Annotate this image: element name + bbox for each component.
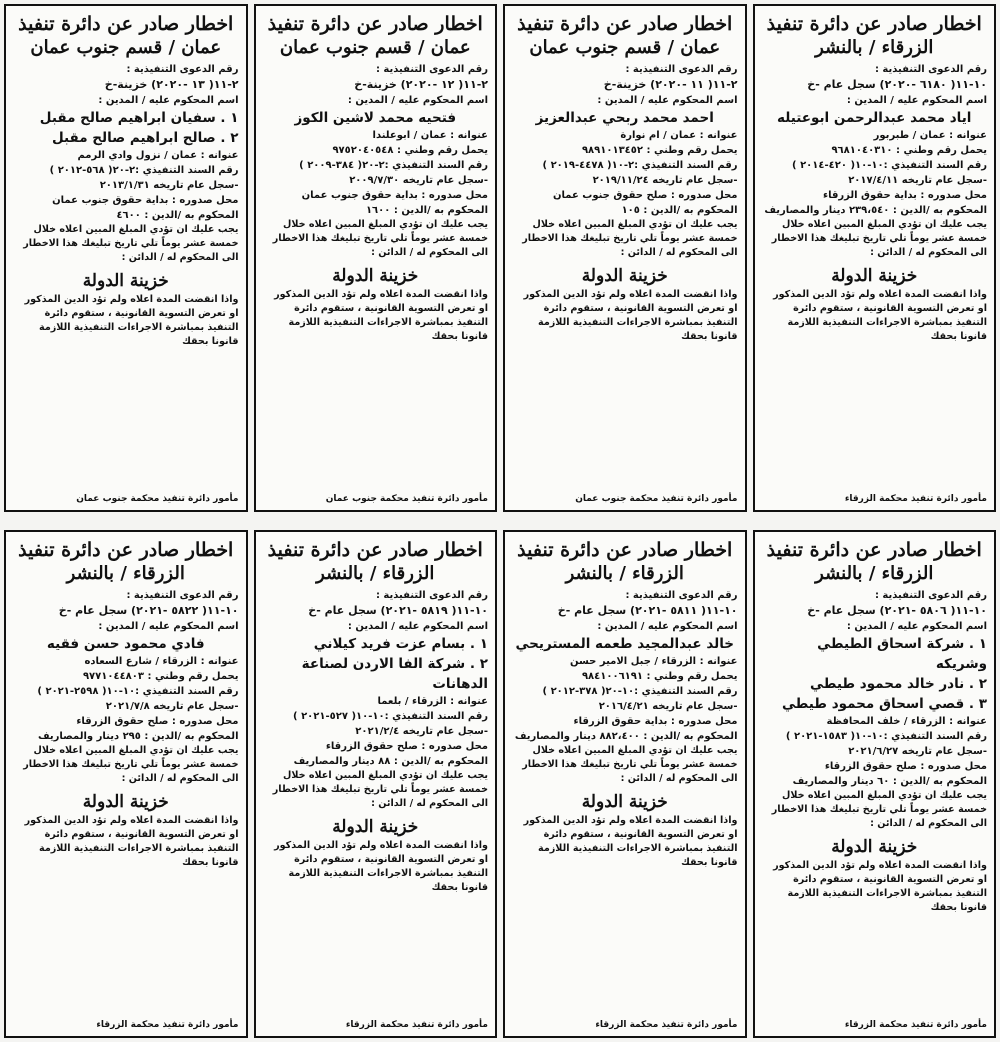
debtor-list bbox=[13, 634, 239, 654]
notice-title: اخطار صادر عن دائرة تنفيذ bbox=[267, 13, 483, 35]
payment-warning: يجب عليك ان تؤدي المبلغ المبين اعلاه خلال خمسة عشر يوماً تلي تاريخ تبليغك هذا الاخطار الى المحكوم له / الدائن : bbox=[522, 745, 738, 784]
bond-number: رقم السند التنفيذي :١٠-١٠( ٥٢٧-٢٠٢١ ) bbox=[293, 711, 488, 722]
general-record-date: -سجل عام تاريخه ٢٠١٦/٤/٢١ bbox=[598, 701, 738, 712]
national-id: يحمل رقم وطني : ٩٧٥٢٠٤٠٥٤٨ bbox=[332, 145, 488, 156]
case-number-label: رقم الدعوى التنفيذية : bbox=[126, 590, 239, 601]
payment-warning: يجب عليك ان تؤدي المبلغ المبين اعلاه خلال خمسة عشر يوماً تلي تاريخ تبليغك هذا الاخطار الى المحكوم له / الدائن : bbox=[522, 219, 738, 258]
case-number: ١٠-١١( ٥٨٢٢ -٢٠٢١) سجل عام -خ bbox=[58, 604, 239, 617]
debtor-name: فادي محمود حسن فقيه bbox=[46, 636, 205, 652]
creditor-name: خزينة الدولة bbox=[332, 817, 419, 837]
general-record-date: -سجل عام تاريخه ٢٠٢١/٢/٤ bbox=[355, 726, 488, 737]
debtor-name: ١ . بسام عزت فريد كيلاني bbox=[313, 636, 488, 652]
address: عنوانه : عمان / ابوعلندا bbox=[372, 130, 488, 141]
court-notice-5 bbox=[753, 530, 997, 1038]
notice-title: اخطار صادر عن دائرة تنفيذ bbox=[517, 13, 733, 35]
official-signature: مأمور دائرة تنفيذ محكمة جنوب عمان bbox=[76, 494, 239, 504]
court-notice-6 bbox=[503, 530, 747, 1038]
debtor-list bbox=[512, 108, 738, 128]
official-signature: مأمور دائرة تنفيذ محكمة الزرقاء bbox=[345, 1020, 488, 1030]
case-number: ٢-١١( ١٣ -٢٠٢٠) خزينة-خ bbox=[104, 78, 239, 91]
address: عنوانه : الزرقاء / جبل الامير حسن bbox=[569, 656, 738, 667]
notice-subtitle: عمان / قسم جنوب عمان bbox=[279, 37, 471, 58]
case-number-label: رقم الدعوى التنفيذية : bbox=[375, 590, 488, 601]
address: عنوانه : الزرقاء / بلعما bbox=[377, 696, 488, 707]
case-number: ١٠-١١( ٥٨١١ -٢٠٢١) سجل عام -خ bbox=[557, 604, 738, 617]
debtor-name: ٣ . قصي اسحاق محمود طيطي bbox=[781, 696, 987, 712]
address: عنوانه : عمان / طبربور bbox=[873, 130, 987, 141]
official-signature: مأمور دائرة تنفيذ محكمة الزرقاء bbox=[595, 1020, 738, 1030]
debtor-list bbox=[512, 634, 738, 654]
bond-number: رقم السند التنفيذي :٢-٢٠( ٣٨٤-٢٠٠٩ ) bbox=[299, 160, 488, 171]
court-notice-8 bbox=[4, 530, 248, 1038]
court-notice-4 bbox=[4, 4, 248, 512]
official-signature: مأمور دائرة تنفيذ محكمة الزرقاء bbox=[96, 1020, 239, 1030]
bond-number: رقم السند التنفيذي :١٠-١٠( ١٥٨٣-٢٠٢١ ) bbox=[785, 731, 987, 742]
notice-subtitle: الزرقاء / بالنشر bbox=[815, 563, 934, 584]
amount: المحكوم به /الدين : ٢٩٥ دينار والمصاريف bbox=[37, 731, 239, 742]
debtor-label: اسم المحكوم عليه / المدين : bbox=[846, 95, 987, 106]
issue-place: محل صدوره : بداية حقوق الزرقاء bbox=[573, 716, 738, 727]
creditor-name: خزينة الدولة bbox=[831, 837, 918, 857]
case-number-label: رقم الدعوى التنفيذية : bbox=[625, 590, 738, 601]
consequence-text: واذا انقضت المدة اعلاه ولم تؤد الدين المذكور او تعرض التسوية القانونية ، ستقوم دائرة التنفيذ بمباشرة الاجراءات التنفيذية اللازمة قانونا بحقك bbox=[274, 289, 488, 342]
debtor-label: اسم المحكوم عليه / المدين : bbox=[98, 621, 239, 632]
address: عنوانه : عمان / نزول وادي الرمم bbox=[77, 150, 239, 161]
court-notice-7 bbox=[254, 530, 498, 1038]
debtor-name: فتحيه محمد لاشين الكوز bbox=[294, 110, 457, 126]
issue-place: محل صدوره : صلح حقوق الزرقاء bbox=[824, 761, 987, 772]
debtor-name: احمد محمد ربحي عبدالعزيز bbox=[535, 110, 714, 126]
issue-place: محل صدوره : صلح حقوق جنوب عمان bbox=[552, 190, 738, 201]
debtor-list bbox=[762, 634, 988, 714]
case-number: ١٠-١١( ٥٨١٩ -٢٠٢١) سجل عام -خ bbox=[308, 604, 488, 617]
creditor-name: خزينة الدولة bbox=[581, 266, 668, 286]
debtor-name: ٢ . صالح ابراهيم صالح مقبل bbox=[51, 130, 239, 146]
general-record-date: -سجل عام تاريخه ٢٠٢١/٦/٢٧ bbox=[848, 746, 987, 757]
creditor-name: خزينة الدولة bbox=[332, 266, 419, 286]
payment-warning: يجب عليك ان تؤدي المبلغ المبين اعلاه خلال خمسة عشر يوماً تلي تاريخ تبليغك هذا الاخطار الى المحكوم له / الدائن : bbox=[272, 770, 488, 809]
payment-warning: يجب عليك ان تؤدي المبلغ المبين اعلاه خلال خمسة عشر يوماً تلي تاريخ تبليغك هذا الاخطار الى المحكوم له / الدائن : bbox=[771, 790, 987, 829]
address: عنوانه : عمان / ام نوارة bbox=[620, 130, 738, 141]
court-notice-2 bbox=[503, 4, 747, 512]
notice-title: اخطار صادر عن دائرة تنفيذ bbox=[517, 539, 733, 561]
notice-title: اخطار صادر عن دائرة تنفيذ bbox=[267, 539, 483, 561]
notice-subtitle: الزرقاء / بالنشر bbox=[815, 37, 934, 58]
issue-place: محل صدوره : بداية حقوق الزرقاء bbox=[822, 190, 987, 201]
notice-subtitle: الزرقاء / بالنشر bbox=[565, 563, 684, 584]
general-record-date: -سجل عام تاريخه ٢٠١٧/٤/١١ bbox=[848, 175, 987, 186]
case-number-label: رقم الدعوى التنفيذية : bbox=[874, 590, 987, 601]
amount: المحكوم به /الدين : ٨٨ دينار والمصاريف bbox=[293, 756, 488, 767]
consequence-text: واذا انقضت المدة اعلاه ولم تؤد الدين المذكور او تعرض التسوية القانونية ، ستقوم دائرة التنفيذ بمباشرة الاجراءات التنفيذية اللازمة قانونا بحقك bbox=[523, 815, 738, 868]
debtor-label: اسم المحكوم عليه / المدين : bbox=[597, 95, 738, 106]
amount: المحكوم به /الدين : ٨٨٢،٤٠٠ دينار والمصاريف bbox=[514, 731, 738, 742]
case-number-label: رقم الدعوى التنفيذية : bbox=[126, 64, 239, 75]
case-number: ٢-١١( ١٢ -٢٠٢٠) خزينة-خ bbox=[354, 78, 488, 91]
official-signature: مأمور دائرة تنفيذ محكمة الزرقاء bbox=[844, 494, 987, 504]
creditor-name: خزينة الدولة bbox=[831, 266, 918, 286]
notice-subtitle: عمان / قسم جنوب عمان bbox=[529, 37, 721, 58]
debtor-list bbox=[762, 108, 988, 128]
debtor-name: ٢ . شركة الفا الاردن لصناعة الدهانات bbox=[301, 656, 488, 692]
bond-number: رقم السند التنفيذي :٢-١٠( ٤٤٧٨-٢٠١٩ ) bbox=[542, 160, 738, 171]
payment-warning: يجب عليك ان تؤدي المبلغ المبين اعلاه خلال خمسة عشر يوماً تلي تاريخ تبليغك هذا الاخطار الى المحكوم له / الدائن : bbox=[272, 219, 488, 258]
bond-number: رقم السند التنفيذي :١٠-٢٠( ٣٧٨-٢٠١٢ ) bbox=[542, 686, 738, 697]
debtor-list bbox=[13, 108, 239, 148]
amount: المحكوم به /الدين : ٦٠ دينار والمصاريف bbox=[792, 776, 987, 787]
consequence-text: واذا انقضت المدة اعلاه ولم تؤد الدين المذكور او تعرض التسوية القانونية ، ستقوم دائرة التنفيذ بمباشرة الاجراءات التنفيذية اللازمة قانونا بحقك bbox=[24, 294, 239, 347]
creditor-name: خزينة الدولة bbox=[82, 792, 169, 812]
debtor-label: اسم المحكوم عليه / المدين : bbox=[347, 621, 488, 632]
national-id: يحمل رقم وطني : ٩٦٨١٠٤٠٣١٠ bbox=[831, 145, 987, 156]
consequence-text: واذا انقضت المدة اعلاه ولم تؤد الدين المذكور او تعرض التسوية القانونية ، ستقوم دائرة التنفيذ بمباشرة الاجراءات التنفيذية اللازمة قانونا بحقك bbox=[24, 815, 239, 868]
notice-title: اخطار صادر عن دائرة تنفيذ bbox=[18, 13, 234, 35]
debtor-name: ١ . سفيان ابراهيم صالح مقبل bbox=[39, 110, 239, 126]
case-number-label: رقم الدعوى التنفيذية : bbox=[874, 64, 987, 75]
bond-number: رقم السند التنفيذي :١٠-١٠( ٤٢٠-٢٠١٤ ) bbox=[792, 160, 987, 171]
issue-place: محل صدوره : بداية حقوق جنوب عمان bbox=[52, 195, 239, 206]
national-id: يحمل رقم وطني : ٩٨٩١٠١٣٤٥٢ bbox=[581, 145, 738, 156]
creditor-name: خزينة الدولة bbox=[581, 792, 668, 812]
amount: المحكوم به /الدين : ٢٣٩،٥٤٠ دينار والمصاريف bbox=[764, 205, 987, 216]
debtor-label: اسم المحكوم عليه / المدين : bbox=[347, 95, 488, 106]
notice-subtitle: عمان / قسم جنوب عمان bbox=[30, 37, 222, 58]
official-signature: مأمور دائرة تنفيذ محكمة جنوب عمان bbox=[325, 494, 488, 504]
debtor-label: اسم المحكوم عليه / المدين : bbox=[597, 621, 738, 632]
bond-number: رقم السند التنفيذي :٢-٢٠( ٥٦٨-٢٠١٢ ) bbox=[49, 165, 239, 176]
national-id: يحمل رقم وطني : ٩٧٧١٠٤٤٨٠٣ bbox=[82, 671, 239, 682]
court-notice-1 bbox=[753, 4, 997, 512]
amount: المحكوم به /الدين : ١٠٥ bbox=[621, 205, 738, 216]
issue-place: محل صدوره : بداية حقوق جنوب عمان bbox=[301, 190, 488, 201]
notice-title: اخطار صادر عن دائرة تنفيذ bbox=[766, 13, 982, 35]
general-record-date: -سجل عام تاريخه ٢٠٢١/٧/٨ bbox=[105, 701, 239, 712]
debtor-list bbox=[263, 634, 489, 694]
notice-subtitle: الزرقاء / بالنشر bbox=[316, 563, 435, 584]
debtor-name: ٢ . نادر خالد محمود طيطي bbox=[810, 676, 987, 692]
payment-warning: يجب عليك ان تؤدي المبلغ المبين اعلاه خلال خمسة عشر يوماً تلي تاريخ تبليغك هذا الاخطار الى المحكوم له / الدائن : bbox=[23, 224, 239, 263]
general-record-date: -سجل عام تاريخه ٢٠٠٩/٧/٣٠ bbox=[349, 175, 488, 186]
official-signature: مأمور دائرة تنفيذ محكمة جنوب عمان bbox=[575, 494, 738, 504]
amount: المحكوم به /الدين : ٤٦٠٠ bbox=[116, 210, 239, 221]
case-number: ١٠-١١( ٥٨٠٦ -٢٠٢١) سجل عام -خ bbox=[807, 604, 987, 617]
debtor-name: خالد عبدالمجيد طعمه المستريحي bbox=[515, 636, 734, 652]
payment-warning: يجب عليك ان تؤدي المبلغ المبين اعلاه خلال خمسة عشر يوماً تلي تاريخ تبليغك هذا الاخطار الى المحكوم له / الدائن : bbox=[771, 219, 987, 258]
notice-subtitle: الزرقاء / بالنشر bbox=[66, 563, 185, 584]
debtor-list bbox=[263, 108, 489, 128]
debtor-name: ١ . شركة اسحاق الطيطي وشريكه bbox=[817, 636, 987, 672]
general-record-date: -سجل عام تاريخه ٢٠١٩/١١/٢٤ bbox=[592, 175, 738, 186]
consequence-text: واذا انقضت المدة اعلاه ولم تؤد الدين المذكور او تعرض التسوية القانونية ، ستقوم دائرة التنفيذ بمباشرة الاجراءات التنفيذية اللازمة قانونا بحقك bbox=[773, 289, 987, 342]
consequence-text: واذا انقضت المدة اعلاه ولم تؤد الدين المذكور او تعرض التسوية القانونية ، ستقوم دائرة التنفيذ بمباشرة الاجراءات التنفيذية اللازمة قانونا بحقك bbox=[773, 860, 987, 913]
debtor-label: اسم المحكوم عليه / المدين : bbox=[98, 95, 239, 106]
address: عنوانه : الزرقاء / شارع السعاده bbox=[84, 656, 239, 667]
amount: المحكوم به /الدين : ١٦٠٠ bbox=[365, 205, 488, 216]
payment-warning: يجب عليك ان تؤدي المبلغ المبين اعلاه خلال خمسة عشر يوماً تلي تاريخ تبليغك هذا الاخطار الى المحكوم له / الدائن : bbox=[23, 745, 239, 784]
debtor-name: اياد محمد عبدالرحمن ابوعتيله bbox=[777, 110, 972, 126]
address: عنوانه : الزرقاء / خلف المحافظة bbox=[826, 716, 987, 727]
general-record-date: -سجل عام تاريخه ٢٠١٣/١/٣١ bbox=[99, 180, 239, 191]
consequence-text: واذا انقضت المدة اعلاه ولم تؤد الدين المذكور او تعرض التسوية القانونية ، ستقوم دائرة التنفيذ بمباشرة الاجراءات التنفيذية اللازمة قانونا بحقك bbox=[274, 840, 488, 893]
creditor-name: خزينة الدولة bbox=[82, 271, 169, 291]
court-notice-3 bbox=[254, 4, 498, 512]
notice-title: اخطار صادر عن دائرة تنفيذ bbox=[766, 539, 982, 561]
issue-place: محل صدوره : صلح حقوق الزرقاء bbox=[76, 716, 239, 727]
case-number: ٢-١١( ١١ -٢٠٢٠) خزينة-خ bbox=[603, 78, 738, 91]
debtor-label: اسم المحكوم عليه / المدين : bbox=[846, 621, 987, 632]
bond-number: رقم السند التنفيذي :١٠-١٠( ٢٥٩٨-٢٠٢١ ) bbox=[37, 686, 239, 697]
issue-place: محل صدوره : صلح حقوق الزرقاء bbox=[325, 741, 488, 752]
official-signature: مأمور دائرة تنفيذ محكمة الزرقاء bbox=[844, 1020, 987, 1030]
national-id: يحمل رقم وطني : ٩٨٤١٠٠٦١٩١ bbox=[581, 671, 738, 682]
case-number-label: رقم الدعوى التنفيذية : bbox=[375, 64, 488, 75]
case-number: ١٠-١١( ٦١٨٠ -٢٠٢٠) سجل عام -خ bbox=[807, 78, 987, 91]
case-number-label: رقم الدعوى التنفيذية : bbox=[625, 64, 738, 75]
notice-title: اخطار صادر عن دائرة تنفيذ bbox=[18, 539, 234, 561]
consequence-text: واذا انقضت المدة اعلاه ولم تؤد الدين المذكور او تعرض التسوية القانونية ، ستقوم دائرة التنفيذ بمباشرة الاجراءات التنفيذية اللازمة قانونا بحقك bbox=[523, 289, 738, 342]
